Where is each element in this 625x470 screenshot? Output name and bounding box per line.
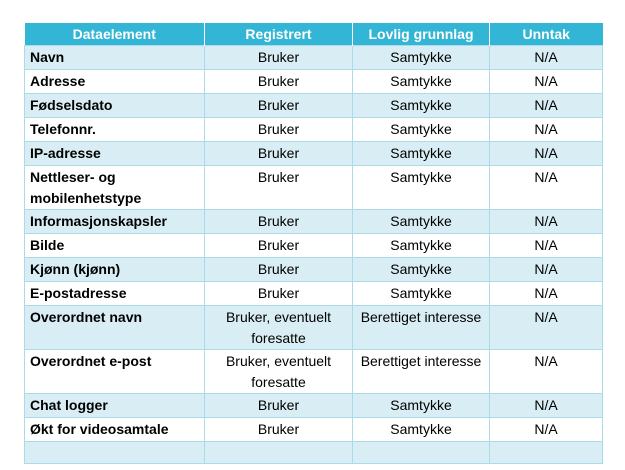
- empty-table-row: [25, 442, 603, 464]
- cell-unntak: N/A: [490, 306, 603, 350]
- cell-grunnlag: Samtykke: [353, 94, 490, 118]
- cell-element: Navn: [25, 46, 205, 70]
- cell-registrert: Bruker: [205, 418, 353, 442]
- cell-grunnlag: Samtykke: [353, 394, 490, 418]
- cell-element: Telefonnr.: [25, 118, 205, 142]
- cell-registrert: Bruker, eventuelt foresatte: [205, 350, 353, 394]
- cell-element: Adresse: [25, 70, 205, 94]
- cell-grunnlag: Samtykke: [353, 258, 490, 282]
- cell-unntak: N/A: [490, 94, 603, 118]
- cell-element: Informasjonskapsler: [25, 210, 205, 234]
- table-row: [25, 166, 603, 210]
- cell-unntak: N/A: [490, 118, 603, 142]
- empty-cell: [25, 442, 205, 464]
- header-dataelement: Dataelement: [25, 23, 205, 46]
- cell-element: Fødselsdato: [25, 94, 205, 118]
- cell-unntak: N/A: [490, 70, 603, 94]
- header-unntak: Unntak: [490, 23, 603, 46]
- cell-grunnlag: Berettiget interesse: [353, 306, 490, 350]
- table-body: [25, 46, 603, 464]
- cell-unntak: N/A: [490, 282, 603, 306]
- table-row: [25, 94, 603, 118]
- table-row: [25, 394, 603, 418]
- cell-grunnlag: Samtykke: [353, 166, 490, 210]
- cell-registrert: Bruker: [205, 118, 353, 142]
- cell-registrert: Bruker, eventuelt foresatte: [205, 306, 353, 350]
- cell-registrert: Bruker: [205, 46, 353, 70]
- cell-element: Bilde: [25, 234, 205, 258]
- cell-unntak: N/A: [490, 350, 603, 394]
- cell-unntak: N/A: [490, 394, 603, 418]
- table-row: [25, 46, 603, 70]
- cell-unntak: N/A: [490, 258, 603, 282]
- cell-unntak: N/A: [490, 166, 603, 210]
- cell-unntak: N/A: [490, 418, 603, 442]
- cell-registrert: Bruker: [205, 210, 353, 234]
- table-row: [25, 306, 603, 350]
- cell-element: Overordnet navn: [25, 306, 205, 350]
- cell-element: Kjønn (kjønn): [25, 258, 205, 282]
- table-row: [25, 70, 603, 94]
- cell-element: Overordnet e-post: [25, 350, 205, 394]
- table-row: [25, 350, 603, 394]
- header-registrert: Registrert: [205, 23, 353, 46]
- cell-unntak: N/A: [490, 46, 603, 70]
- cell-element: E-postadresse: [25, 282, 205, 306]
- cell-registrert: Bruker: [205, 94, 353, 118]
- cell-registrert: Bruker: [205, 258, 353, 282]
- cell-grunnlag: Samtykke: [353, 46, 490, 70]
- cell-grunnlag: Samtykke: [353, 418, 490, 442]
- table-row: [25, 142, 603, 166]
- header-lovlig-grunnlag: Lovlig grunnlag: [353, 23, 490, 46]
- cell-element: Nettleser- og mobilenhetstype: [25, 166, 205, 210]
- data-elements-table: [24, 23, 603, 464]
- table-row: [25, 258, 603, 282]
- table-row: [25, 234, 603, 258]
- cell-grunnlag: Samtykke: [353, 142, 490, 166]
- cell-registrert: Bruker: [205, 166, 353, 210]
- cell-grunnlag: Samtykke: [353, 118, 490, 142]
- table-row: [25, 418, 603, 442]
- cell-grunnlag: Samtykke: [353, 282, 490, 306]
- empty-cell: [205, 442, 353, 464]
- cell-registrert: Bruker: [205, 282, 353, 306]
- cell-grunnlag: Berettiget interesse: [353, 350, 490, 394]
- table-row: [25, 282, 603, 306]
- empty-cell: [490, 442, 603, 464]
- cell-unntak: N/A: [490, 210, 603, 234]
- cell-registrert: Bruker: [205, 394, 353, 418]
- table-row: [25, 118, 603, 142]
- table-header-row: [25, 23, 603, 46]
- table-row: [25, 210, 603, 234]
- cell-registrert: Bruker: [205, 142, 353, 166]
- cell-grunnlag: Samtykke: [353, 234, 490, 258]
- cell-grunnlag: Samtykke: [353, 210, 490, 234]
- cell-element: IP-adresse: [25, 142, 205, 166]
- cell-grunnlag: Samtykke: [353, 70, 490, 94]
- cell-registrert: Bruker: [205, 234, 353, 258]
- cell-unntak: N/A: [490, 234, 603, 258]
- cell-element: Chat logger: [25, 394, 205, 418]
- cell-registrert: Bruker: [205, 70, 353, 94]
- empty-cell: [353, 442, 490, 464]
- cell-element: Økt for videosamtale: [25, 418, 205, 442]
- cell-unntak: N/A: [490, 142, 603, 166]
